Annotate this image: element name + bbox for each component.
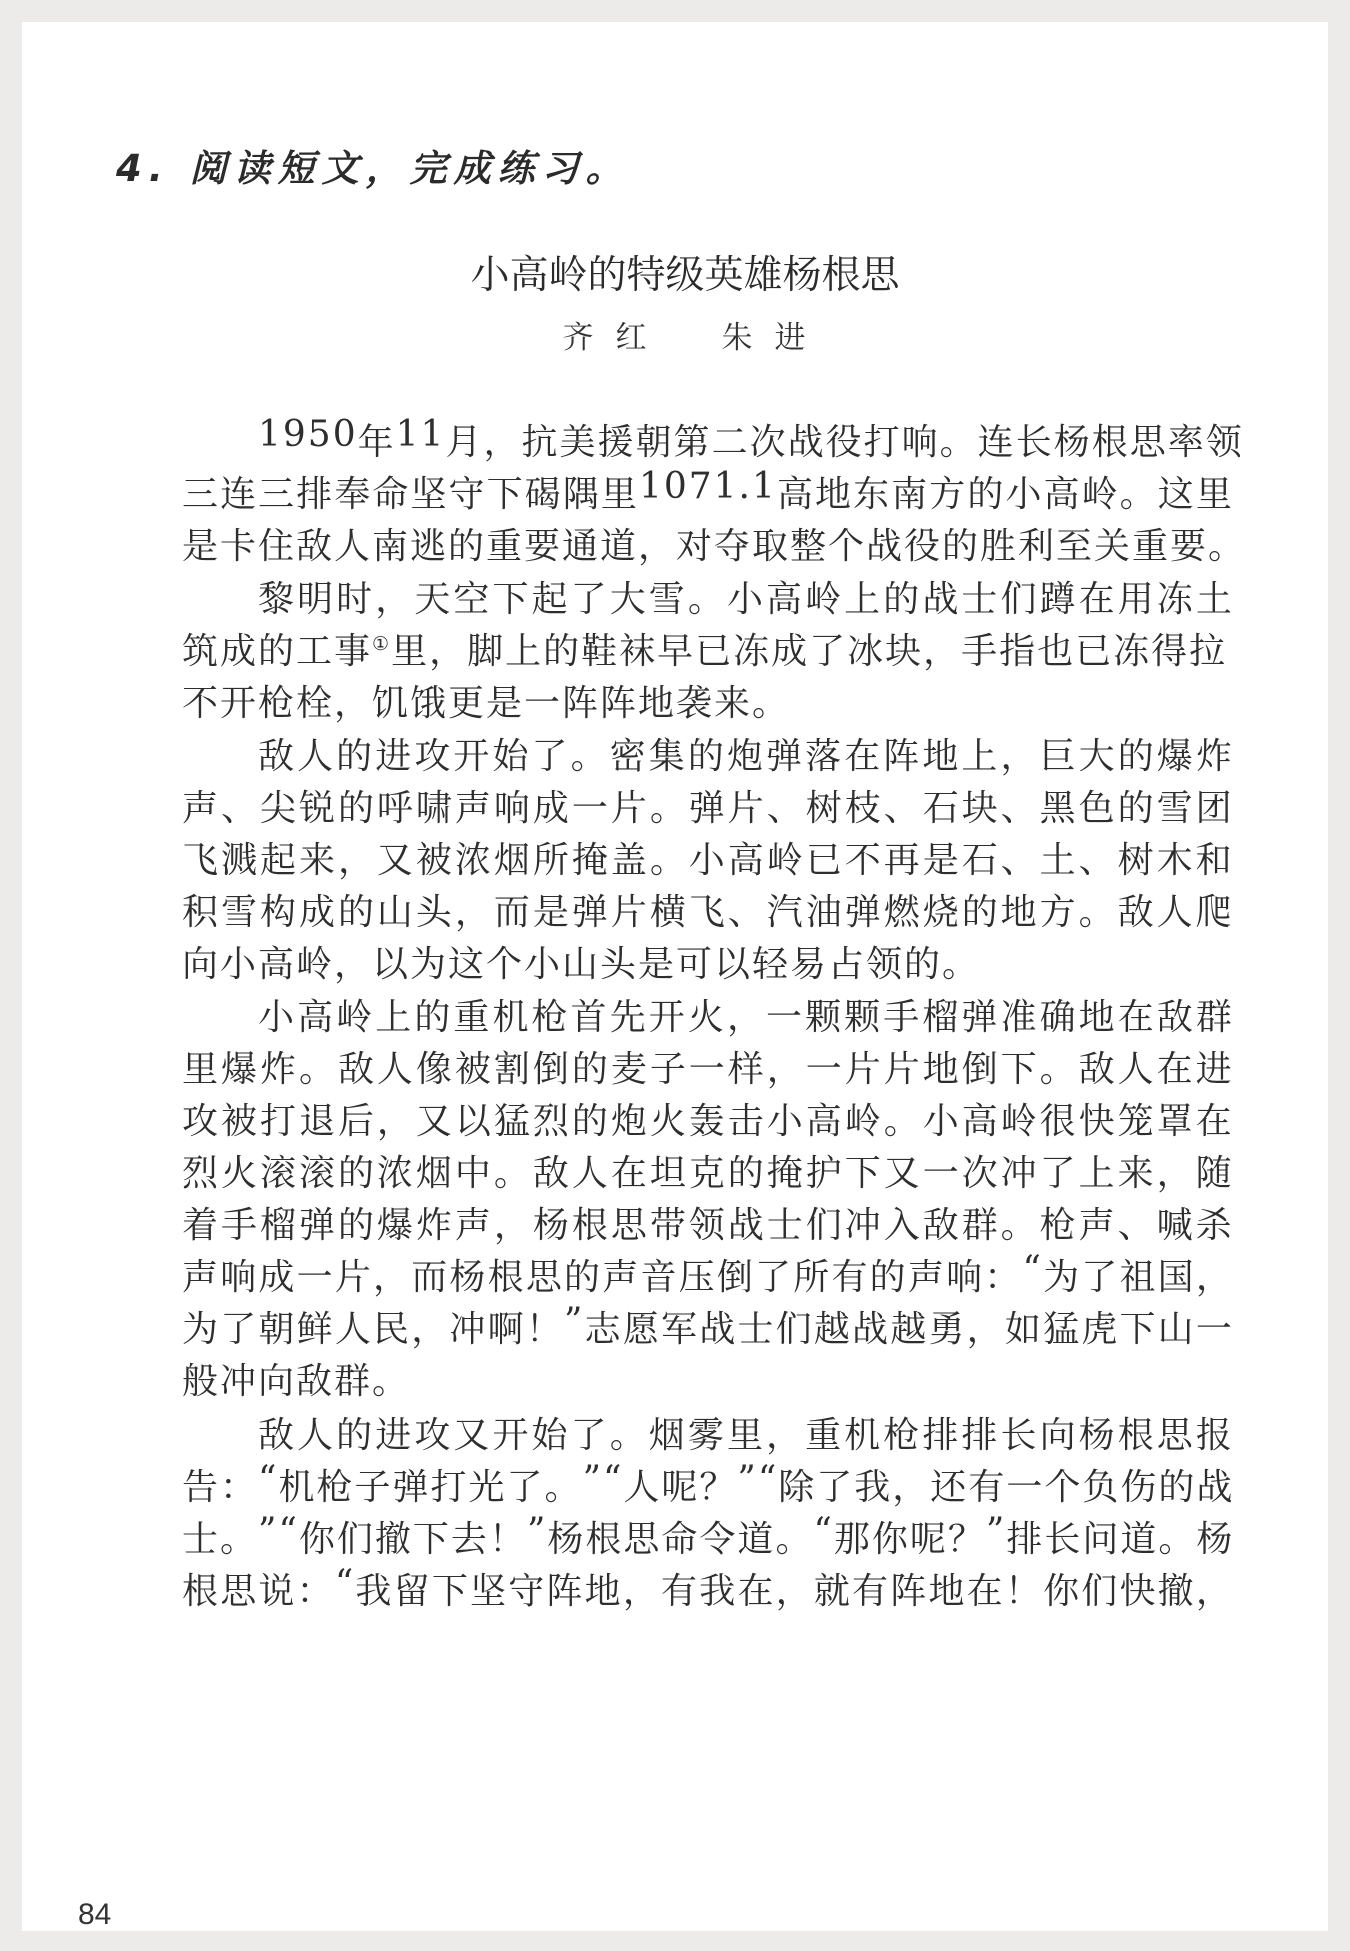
text-line: 声 、 尖 锐 的 呼 啸 声 响 成 一 片 。 弹 片 、 树 枝 、 石 块 、 黑 色 的 雪 团	[182, 788, 1234, 829]
article-title: 小高岭的特级英雄杨根思	[470, 253, 900, 298]
text-line: 飞 溅 起 来 ， 又 被 浓 烟 所 掩 盖 。 小 高 岭 已 不 再 是 石 、 土 、 树 木 和	[182, 840, 1234, 881]
text-line: 烈 火 滚 滚 的 浓 烟 中 。 敌 人 在 坦 克 的 掩 护 下 又 一 次 冲 了 上 来 ， 随	[182, 1153, 1234, 1194]
page-number: 84	[78, 1898, 112, 1931]
text-line: 敌 人 的 进 攻 开 始 了 。 密 集 的 炮 弹 落 在 阵 地 上 ， 巨 大 的 爆 炸	[258, 736, 1234, 777]
text-line: 是卡住敌人南逃的重要通道，对夺取整个战役的胜利至关重要。	[182, 526, 1247, 567]
textbook-page	[22, 22, 1328, 1931]
text-line: 般冲向敌群。	[182, 1361, 411, 1402]
text-line: 不开枪栓，饥饿更是一阵阵地袭来。	[182, 683, 791, 724]
text-line: 告 ： “ 机 枪 子 弹 打 光 了 。 ” “ 人 呢 ？ ” “ 除 了 我 ， 还 有 一 个 负 伤 的 战	[182, 1459, 1235, 1508]
footnote-mark: ①	[372, 633, 392, 655]
text-line: 着 手 榴 弹 的 爆 炸 声 ， 杨 根 思 带 领 战 士 们 冲 入 敌 群 。 枪 声 、 喊 杀	[182, 1205, 1234, 1246]
text-line: 根 思 说 ： “ 我 留 下 坚 守 阵 地 ， 有 我 在 ， 就 有 阵 地 在 ！ 你 们 快 撤 ，	[182, 1563, 1234, 1612]
text-segment: 筑成的工事	[182, 631, 373, 672]
text-line: 1950 年 11 月 ， 抗 美 援 朝 第 二 次 战 役 打 响 。 连 长 杨 根 思 率 领	[258, 414, 1244, 463]
exercise-heading: 4. 阅读短文，完成练习。	[116, 147, 630, 190]
text-line-with-footnote	[182, 623, 1227, 674]
article-authors: 齐红 朱进	[562, 320, 828, 356]
text-segment: 里，脚上的鞋袜早已冻成了冰块，手指也已冻得拉	[391, 631, 1228, 672]
text-line: 里 爆 炸 。 敌 人 像 被 割 倒 的 麦 子 一 样 ， 一 片 片 地 倒 下 。 敌 人 在 进	[182, 1049, 1234, 1090]
text-line: 向小高岭，以为这个小山头是可以轻易占领的。	[182, 944, 981, 985]
text-line: 小 高 岭 上 的 重 机 枪 首 先 开 火 ， 一 颗 颗 手 榴 弹 准 确 地 在 敌 群	[258, 997, 1234, 1038]
text-line: 积 雪 构 成 的 山 头 ， 而 是 弹 片 横 飞 、 汽 油 弹 燃 烧 的 地 方 。 敌 人 爬	[182, 892, 1234, 933]
text-line: 三 连 三 排 奉 命 坚 守 下 碣 隅 里 1071.1 高 地 东 南 方 的 小 高 岭 。 这 里	[182, 466, 1234, 515]
text-line: 敌 人 的 进 攻 又 开 始 了 。 烟 雾 里 ， 重 机 枪 排 排 长 向 杨 根 思 报	[258, 1415, 1234, 1456]
text-line: 黎 明 时 ， 天 空 下 起 了 大 雪 。 小 高 岭 上 的 战 士 们 蹲 在 用 冻 土	[258, 579, 1234, 620]
text-line: 士 。 ” “ 你 们 撤 下 去 ！ ” 杨 根 思 命 令 道 。 “ 那 你 呢 ？ ” 排 长 问 道 。 杨	[182, 1511, 1235, 1560]
text-line: 攻 被 打 退 后 ， 又 以 猛 烈 的 炮 火 轰 击 小 高 岭 。 小 高 岭 很 快 笼 罩 在	[182, 1101, 1234, 1142]
text-line: 声 响 成 一 片 ， 而 杨 根 思 的 声 音 压 倒 了 所 有 的 声 响 ： “ 为 了 祖 国 ，	[182, 1249, 1234, 1298]
text-line: 为 了 朝 鲜 人 民 ， 冲 啊 ！ ” 志 愿 军 战 士 们 越 战 越 勇 ， 如 猛 虎 下 山 一	[182, 1301, 1234, 1350]
